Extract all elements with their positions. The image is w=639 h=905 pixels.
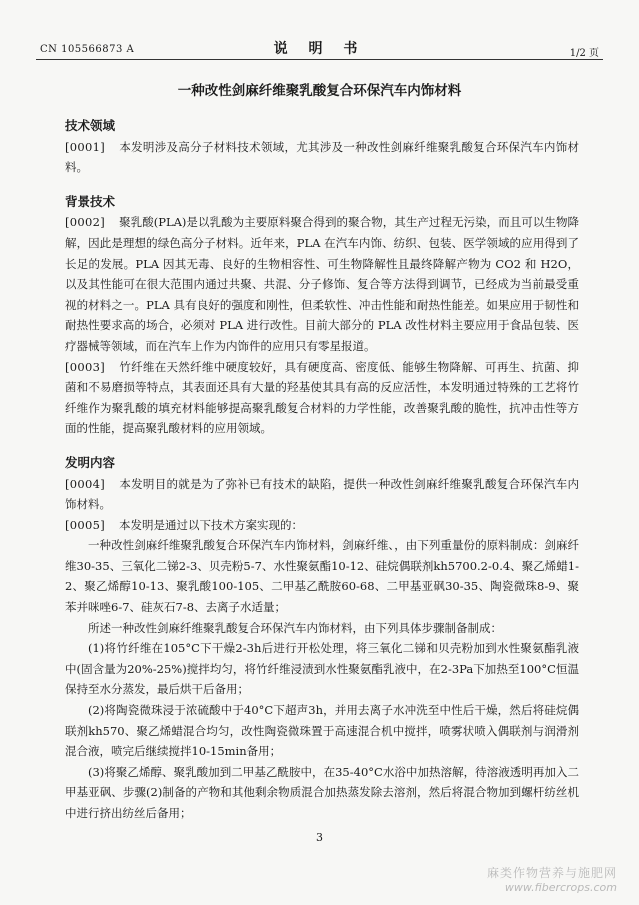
paragraph-step-1: (1)将竹纤维在105°C下干燥2-3h后进行开松处理，将三氧化二锑和贝壳粉加到水性聚氨酯乳液中(固含量为20%-25%)搅拌均匀，将竹纤维浸渍到水性聚氨酯乳液中，在2-3Pa下加热至100°C恒温保持至水分蒸发，最后烘干后备用； bbox=[65, 641, 579, 697]
paragraph bbox=[65, 474, 579, 515]
paragraph-text: 本发明涉及高分子材料技术领域，尤其涉及一种改性剑麻纤维聚乳酸复合环保汽车内饰材料。 bbox=[65, 139, 579, 175]
section-technical-field bbox=[65, 116, 579, 178]
paragraph-number: [0003] bbox=[65, 359, 106, 374]
page-indicator: 1/2 页 bbox=[569, 48, 599, 59]
section-heading: 发明内容 bbox=[65, 454, 116, 470]
paragraph-text: 本发明是通过以下技术方案实现的： bbox=[119, 517, 304, 532]
document-body bbox=[65, 116, 579, 824]
paragraph-text: 竹纤维在天然纤维中硬度较好，具有硬度高、密度低、能够生物降解、可再生、抗菌、抑菌和不易磨损等特点，其表面还具有大量的羟基使其具有高的反应活性，本发明通过特殊的工艺将竹纤维作为聚乳酸的填充材料能够提高聚乳酸复合材料的力学性能，改善聚乳酸的脆性，抗冲击性等方面的性能，提高聚乳酸材料的应用领域。 bbox=[65, 359, 579, 436]
paragraph-number: [0005] bbox=[65, 517, 106, 532]
watermark-url: www.fibercrops.com bbox=[504, 881, 617, 894]
paragraph-step-2: (2)将陶瓷微珠浸于浓硫酸中于40°C下超声3h，并用去离子水冲洗至中性后干燥，然后将硅烷偶联剂kh570、聚乙烯蜡混合均匀，改性陶瓷微珠置于高速混合机中搅拌，喷雾状喷入偶联剂与润滑剂混合液，喷完后继续搅拌10-15min备用； bbox=[65, 703, 579, 759]
paragraph-number: [0004] bbox=[65, 476, 106, 491]
paragraph bbox=[65, 357, 579, 439]
page-number: 3 bbox=[316, 831, 323, 844]
watermark-site-name: 麻类作物营养与施肥网 bbox=[486, 866, 617, 880]
paragraph-steps-intro: 所述一种改性剑麻纤维聚乳酸复合环保汽车内饰材料，由下列具体步骤制备制成： bbox=[88, 620, 502, 635]
section-heading: 背景技术 bbox=[65, 193, 116, 209]
paragraph-composition: 一种改性剑麻纤维聚乳酸复合环保汽车内饰材料，剑麻纤维、，由下列重量份的原料制成：剑麻纤维30-35、三氧化二锑2-3、贝壳粉5-7、水性聚氨酯10-12、硅烷偶联剂kh5700.2-0.4、聚乙烯蜡1-2、聚乙烯醇10-13、聚乳酸100-105、二甲基乙酰胺60-68、二甲基亚砜30-35、陶瓷微珠8-9、聚苯并咪唑6-7、硅灰石7-8、去离子水适量； bbox=[65, 538, 579, 615]
patent-number: CN 105566873 A bbox=[40, 44, 135, 55]
section-summary bbox=[65, 453, 579, 824]
paragraph-text: 聚乳酸(PLA)是以乳酸为主要原料聚合得到的聚合物，其生产过程无污染，而且可以生物降解，因此是理想的绿色高分子材料。近年来，PLA 在汽车内饰、纺织、包装、医学领域的应用得到了长足的发展。PLA 因其无毒、良好的生物相容性、可生物降解性且最终降解产物为 CO2 和 H2O，以及其性能可在很大范围内通过共聚、共混、分子修饰、复合等方法得到调节，已经成为当前最受重视的材料之一。PLA 具有良好的强度和刚性，但柔软性、冲击性能和耐热性能差。如果应用于韧性和耐热性要求高的场合，必须对 PLA 进行改性。目前大部分的 PLA 改性材料主要应用于食品包装、医疗器械等领域，而在汽车上作为内饰件的应用只有零星报道。 bbox=[65, 215, 579, 353]
header-divider bbox=[36, 59, 603, 60]
invention-title: 一种改性剑麻纤维聚乳酸复合环保汽车内饰材料 bbox=[177, 83, 462, 99]
paragraph bbox=[65, 212, 579, 356]
watermark bbox=[487, 864, 617, 894]
paragraph-text: 本发明目的就是为了弥补已有技术的缺陷，提供一种改性剑麻纤维聚乳酸复合环保汽车内饰材料。 bbox=[65, 476, 579, 512]
paragraph-number: [0002] bbox=[65, 215, 106, 230]
paragraph-step-3: (3)将聚乙烯醇、聚乳酸加到二甲基乙酰胺中，在35-40°C水浴中加热溶解，待溶液透明再加入二甲基亚砜、步骤(2)制备的产物和其他剩余物质混合加热蒸发除去溶剂，然后将混合物加到螺杆纺丝机中进行挤出纺丝后备用； bbox=[65, 764, 579, 820]
paragraph-number: [0001] bbox=[65, 139, 106, 154]
document-type-title: 说 明 书 bbox=[273, 41, 366, 57]
paragraph bbox=[65, 137, 579, 178]
paragraph bbox=[65, 515, 579, 536]
section-background bbox=[65, 192, 579, 439]
section-heading: 技术领域 bbox=[65, 118, 116, 133]
